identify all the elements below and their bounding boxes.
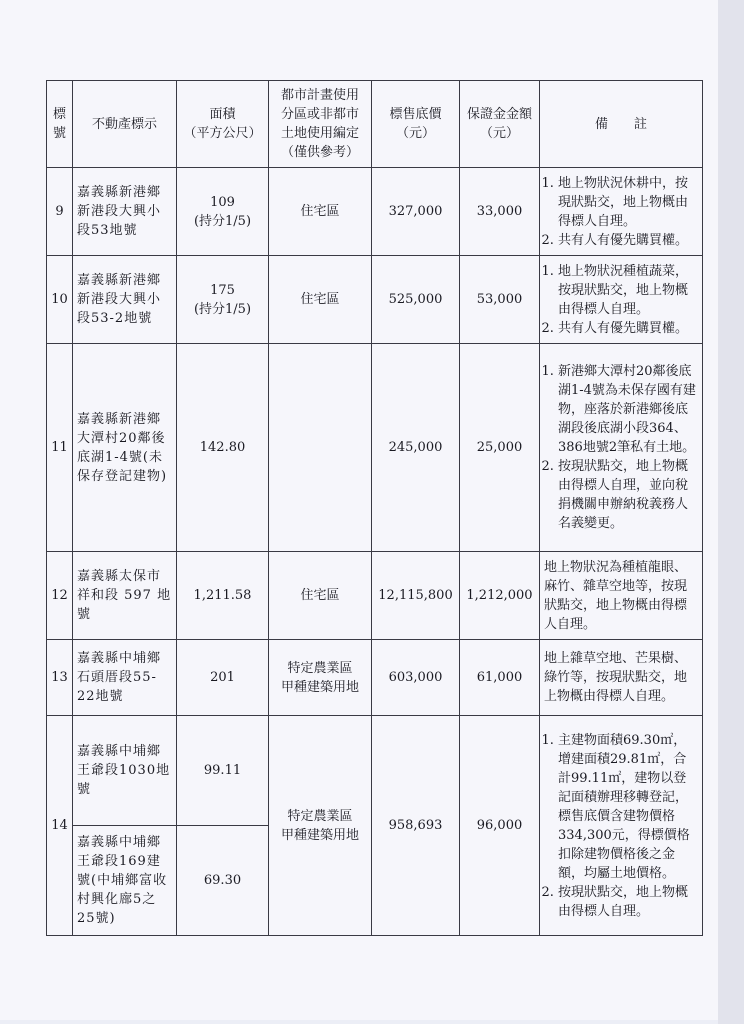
deposit-value: 33,000: [460, 168, 540, 256]
zoning-value: 住宅區: [269, 256, 372, 344]
property-label: 嘉義縣中埔鄉王爺段1030地號: [73, 716, 177, 826]
table-row: [47, 344, 703, 552]
deposit-value: 61,000: [460, 640, 540, 716]
base-price-value: 603,000: [372, 640, 460, 716]
area-value: 99.11: [177, 716, 269, 826]
remark-item: 1. 地上物狀況種植蔬菜，按現狀點交，地上物概由得標人自理。: [558, 262, 698, 319]
remark-item: 2. 共有人有優先購買權。: [558, 319, 698, 338]
property-auction-table: [46, 80, 703, 936]
zoning-value: [269, 344, 372, 552]
property-label: 嘉義縣太保市祥和段 597 地號: [73, 552, 177, 640]
remarks-cell: 地上物狀況為種植龍眼、麻竹、雜草空地等，按現狀點交，地上物概由得標人自理。: [540, 552, 703, 640]
area-value: 201: [177, 640, 269, 716]
area-value: 142.80: [177, 344, 269, 552]
zoning-value: 住宅區: [269, 168, 372, 256]
row-no: 14: [47, 716, 73, 936]
zoning-value: 特定農業區 甲種建築用地: [269, 716, 372, 936]
table-row: [47, 256, 703, 344]
area-value: 1,211.58: [177, 552, 269, 640]
property-label: 嘉義縣中埔鄉石頭厝段55-22地號: [73, 640, 177, 716]
zoning-value: 住宅區: [269, 552, 372, 640]
remark-item: 1. 新港鄉大潭村20鄰後底湖1-4號為未保存國有建物，座落於新港鄉後底湖段後底湖小段364、386地號2筆私有土地。: [558, 362, 698, 457]
table-row: [47, 168, 703, 256]
property-label: 嘉義縣新港鄉大潭村20鄰後底湖1-4號(未保存登記建物): [73, 344, 177, 552]
remark-item: 2. 按現狀點交，地上物概由得標人自理，並向稅捐機關申辦納稅義務人名義變更。: [558, 457, 698, 533]
base-price-value: 12,115,800: [372, 552, 460, 640]
header-property: 不動產標示: [73, 81, 177, 168]
remarks-cell: [540, 256, 703, 344]
header-remarks: 備 註: [540, 81, 703, 168]
base-price-value: 327,000: [372, 168, 460, 256]
deposit-value: 1,212,000: [460, 552, 540, 640]
base-price-value: 525,000: [372, 256, 460, 344]
header-row: [47, 81, 703, 168]
row-no: 11: [47, 344, 73, 552]
table-row: [47, 552, 703, 640]
remark-item: 2. 共有人有優先購買權。: [558, 231, 698, 250]
remarks-cell: 地上雜草空地、芒果樹、綠竹等，按現狀點交，地上物概由得標人自理。: [540, 640, 703, 716]
area-value: 109 (持分1/5): [177, 168, 269, 256]
table-row: [47, 716, 703, 826]
header-zoning: 都市計畫使用 分區或非都市 土地使用編定 （僅供參考）: [269, 81, 372, 168]
remark-item: 2. 按現狀點交，地上物概由得標人自理。: [558, 883, 698, 921]
property-label: 嘉義縣新港鄉新港段大興小段53地號: [73, 168, 177, 256]
remark-item: 1. 地上物狀況休耕中，按現狀點交，地上物概由得標人自理。: [558, 174, 698, 231]
remarks-cell: [540, 716, 703, 936]
area-value: 69.30: [177, 826, 269, 936]
deposit-value: 25,000: [460, 344, 540, 552]
remarks-cell: [540, 168, 703, 256]
row-no: 13: [47, 640, 73, 716]
page-edge: [718, 0, 744, 1024]
header-area: 面積 （平方公尺）: [177, 81, 269, 168]
deposit-value: 96,000: [460, 716, 540, 936]
zoning-value: 特定農業區 甲種建築用地: [269, 640, 372, 716]
header-no: 標 號: [47, 81, 73, 168]
row-no: 10: [47, 256, 73, 344]
header-deposit: 保證金金額 （元）: [460, 81, 540, 168]
base-price-value: 245,000: [372, 344, 460, 552]
header-base-price: 標售底價 （元）: [372, 81, 460, 168]
remark-item: 1. 主建物面積69.30㎡，增建面積29.81㎡，合計99.11㎡，建物以登記面積辦理移轉登記，標售底價含建物價格334,300元，得標價格扣除建物價格後之金額，均屬土地價格。: [558, 731, 698, 883]
remarks-cell: [540, 344, 703, 552]
table-row: [47, 640, 703, 716]
row-no: 12: [47, 552, 73, 640]
property-label: 嘉義縣新港鄉新港段大興小段53-2地號: [73, 256, 177, 344]
property-label: 嘉義縣中埔鄉王爺段169建號(中埔鄉富收村興化廍5之25號): [73, 826, 177, 936]
deposit-value: 53,000: [460, 256, 540, 344]
base-price-value: 958,693: [372, 716, 460, 936]
area-value: 175 (持分1/5): [177, 256, 269, 344]
row-no: 9: [47, 168, 73, 256]
